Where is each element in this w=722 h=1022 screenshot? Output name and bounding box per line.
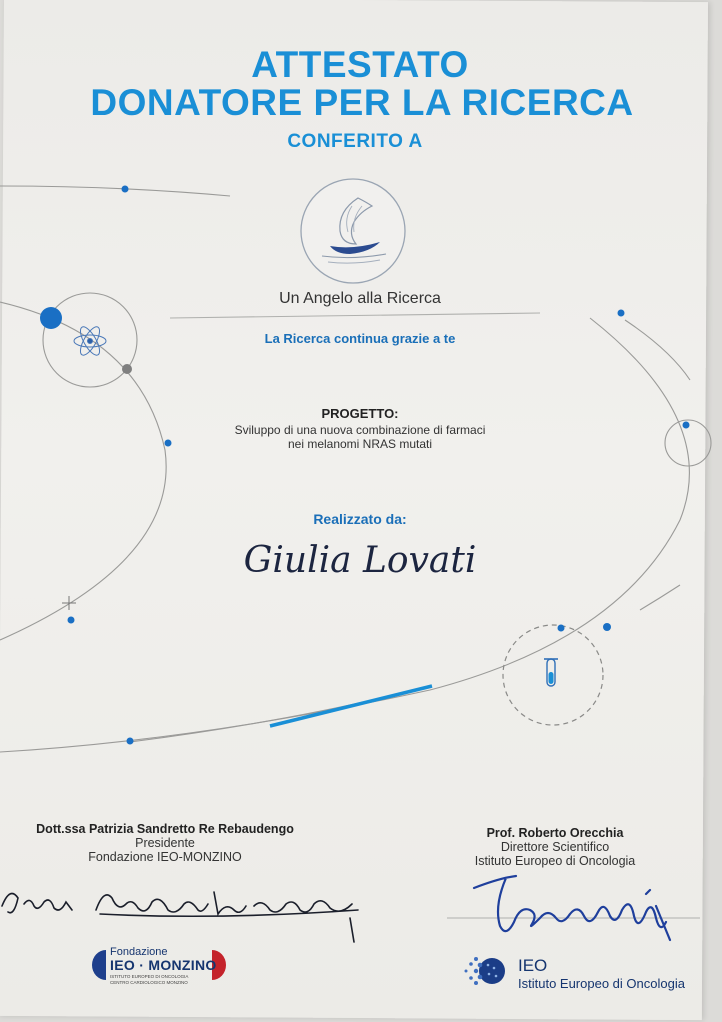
signatory-left-name: Dott.ssa Patrizia Sandretto Re Rebaudengo [36,822,294,836]
ieo-logo-main: IEO [518,956,548,975]
association-tagline: La Ricerca continua grazie a te [264,331,456,346]
ieo-monzino-logo-top: Fondazione [110,946,168,958]
project-description-line-2: nei melanomi NRAS mutati [287,437,433,451]
atom-icon [74,324,106,358]
signatory-right-org: Istituto Europeo di Oncologia [474,854,636,868]
title-conferred-to: CONFERITO A [287,131,423,152]
angel-wing-logo [298,176,408,286]
ieo-monzino-logo-sub1: ISTITUTO EUROPEO DI ONCOLOGIA [110,974,189,979]
signatory-right [430,826,680,868]
ieo-monzino-logo [92,946,228,988]
signatory-left-org: Fondazione IEO-MONZINO [88,850,242,864]
signatory-left-role: Presidente [135,836,195,850]
signatory-right-name: Prof. Roberto Orecchia [486,826,624,840]
project-description-line-1: Sviluppo di una nuova combinazione di farmaci [234,423,486,437]
recipient-name: Giulia Lovati [243,540,477,581]
signatory-right-role: Direttore Scientifico [500,840,610,854]
ieo-dots-logo-icon [462,954,514,988]
test-tube-icon [544,659,558,686]
project-label: PROGETTO: [321,406,399,421]
signature-left [0,876,370,948]
title-line-1: ATTESTATO [251,44,469,85]
association-name: Un Angelo alla Ricerca [279,290,441,307]
signatory-left [0,822,330,864]
ieo-monzino-left-arc-icon [92,950,106,980]
realized-by-label: Realizzato da: [313,511,407,527]
title-line-2: DONATORE PER LA RICERCA [90,82,634,123]
signature-right [470,866,680,946]
ieo-monzino-logo-main: IEO · MONZINO [110,957,217,973]
ieo-monzino-logo-sub2: CENTRO CARDIOLOGICO MONZINO [110,980,188,985]
ieo-logo-sub: Istituto Europeo di Oncologia [518,976,685,991]
